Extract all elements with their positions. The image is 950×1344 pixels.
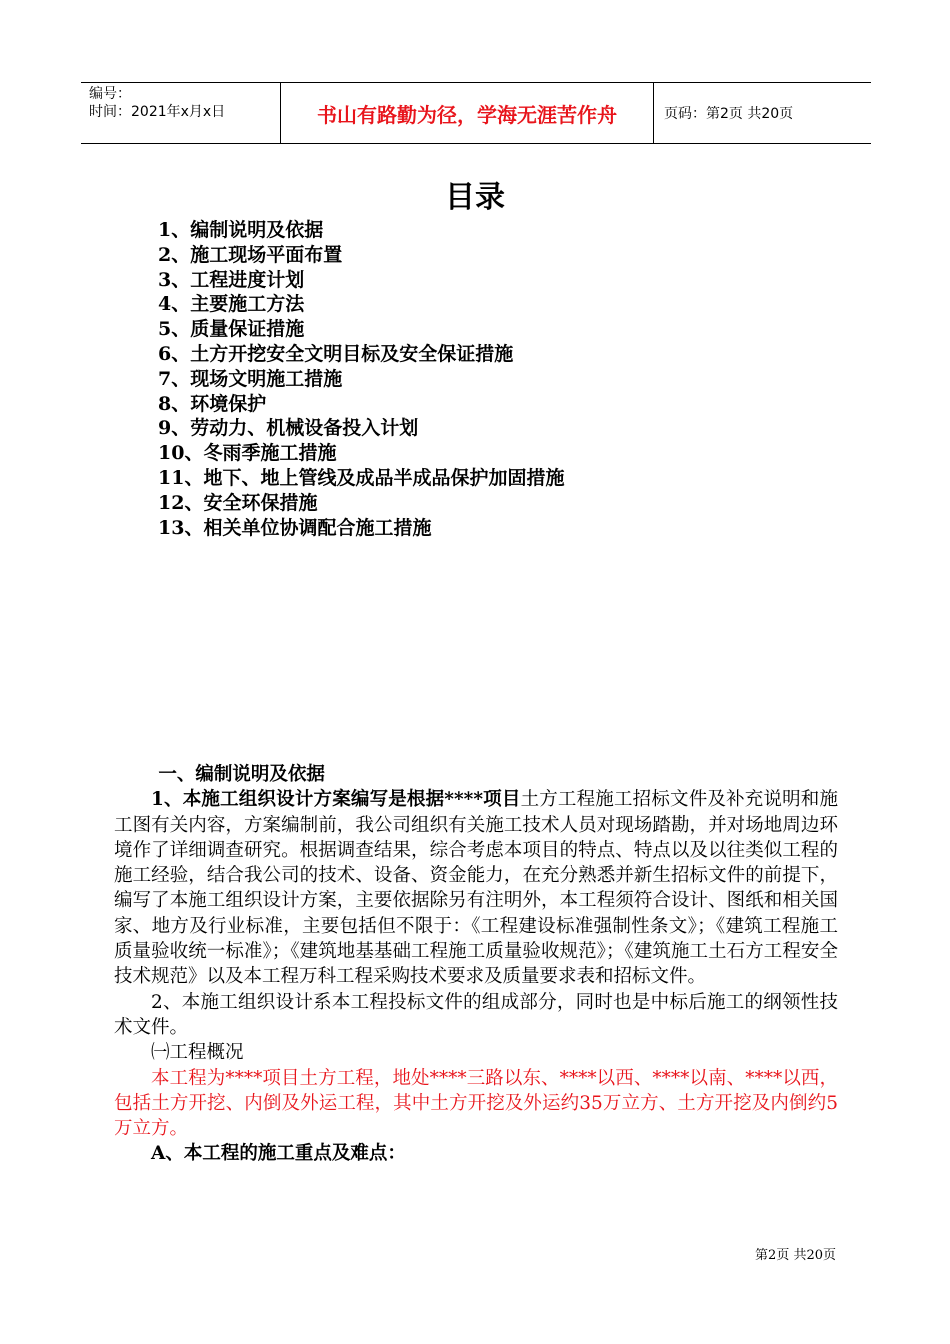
toc-item: 13、相关单位协调配合施工措施 xyxy=(158,516,432,539)
toc-title: 目录 xyxy=(445,180,505,215)
toc-item: 5、质量保证措施 xyxy=(158,318,305,341)
page-header xyxy=(81,82,871,144)
header-meta xyxy=(81,83,281,143)
paragraph-basis-rest: 土方工程施工招标文件及补充说明和施工图有关内容，方案编制前，我公司组织有关施工技术人员对现场踏勘，并对场地周边环境作了详细调查研究。根据调查结果，综合考虑本项目的特点、特点以及以往类似工程的施工经验，结合我公司的技术、设备、资金能力，在充分熟悉并新生招标文件的前提下，编写了本施工组织设计方案，主要依据除另有注明外，本工程须符合设计、图纸和相关国家、地方及行业标准，主要包括但不限于：《工程建设标准强制性条文》；《建筑工程施工质量验收统一标准》；《建筑地基基础工程施工质量验收规范》；《建筑施工土石方工程安全技术规范》以及本工程万科工程采购技术要求及质量要求表和招标文件。 xyxy=(114,789,838,988)
toc-item: 12、安全环保措施 xyxy=(158,491,318,514)
header-page-code: 页码：第2页 共20页 xyxy=(664,106,794,122)
toc-item: 9、劳动力、机械设备投入计划 xyxy=(158,417,419,440)
time-label: 时间：2021年x月x日 xyxy=(89,104,226,120)
toc-item: 2、施工现场平面布置 xyxy=(158,243,343,266)
toc-item: 6、土方开挖安全文明目标及安全保证措施 xyxy=(158,342,514,365)
key-points-heading: A、本工程的施工重点及难点： xyxy=(151,1143,406,1165)
page-footer: 第2页 共20页 xyxy=(755,1248,836,1263)
paragraph-basis xyxy=(114,787,838,989)
toc-item: 1、编制说明及依据 xyxy=(158,219,324,241)
subheading-overview: ㈠工程概况 xyxy=(151,1042,244,1064)
serial-label: 编号： xyxy=(89,86,131,102)
section-heading: 一、编制说明及依据 xyxy=(158,764,325,785)
toc-list xyxy=(158,218,564,540)
toc-item: 8、环境保护 xyxy=(158,392,267,415)
paragraph-overview: 本工程为****项目土方工程，地处****三路以东、****以西、****以南、****以西，包括土方开挖、内倒及外运工程，其中土方开挖及外运约35万立方、土方开挖及内倒约5万立方。 xyxy=(114,1067,838,1140)
toc-item: 10、冬雨季施工措施 xyxy=(158,442,337,465)
paragraph-basis-lead: 1、本施工组织设计方案编写是根据****项目 xyxy=(151,789,521,811)
paragraph-scope: 2、本施工组织设计系本工程投标文件的组成部分，同时也是中标后施工的纲领性技术文件。 xyxy=(114,991,838,1038)
toc-item: 11、地下、地上管线及成品半成品保护加固措施 xyxy=(158,466,565,489)
body-text xyxy=(114,762,838,1167)
toc-item: 4、主要施工方法 xyxy=(158,293,305,316)
toc-item: 7、现场文明施工措施 xyxy=(158,367,343,390)
toc-item: 3、工程进度计划 xyxy=(158,268,305,291)
header-motto: 书山有路勤为径，学海无涯苦作舟 xyxy=(281,83,654,143)
